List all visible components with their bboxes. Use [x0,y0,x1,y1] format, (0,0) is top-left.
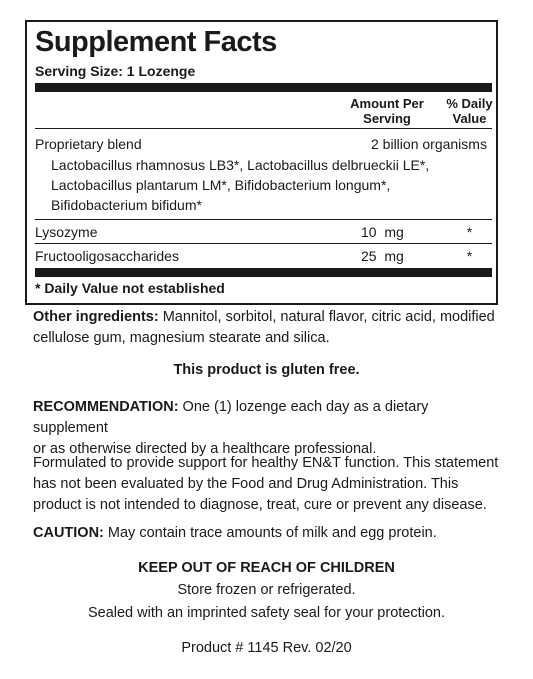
storage-instructions: Store frozen or refrigerated. [177,582,356,598]
gluten-free-statement: This product is gluten free. [173,362,360,378]
recommendation-text: One (1) lozenge each day as a dietary supplement [33,399,429,436]
statement-line: Formulated to provide support for healthy EN&T function. This statement [33,455,499,471]
supplement-facts-panel [25,20,498,305]
other-ingredients [33,307,503,349]
statement-line: product is not intended to diagnose, treat, cure or prevent any disease. [33,497,487,513]
ingredient-daily-value: * [466,248,473,264]
keep-out-warning: KEEP OUT OF REACH OF CHILDREN [138,560,395,576]
blend-line: Bifidobacterium bifidum* [51,197,202,213]
ingredient-name: Proprietary blend [35,136,142,152]
amount-header-line-2: Serving [363,111,411,126]
ingredient-daily-value: * [466,224,473,240]
row-divider [35,243,492,244]
recommendation-label: RECOMMENDATION: [33,399,179,415]
product-number: Product # 1145 Rev. 02/20 [181,640,352,656]
ingredient-name: Fructooligosaccharides [35,248,179,264]
recommendation-text-2: or as otherwise directed by a healthcare professional. [33,441,377,457]
other-ingredients-label: Other ingredients: [33,309,159,325]
statement-line: has not been evaluated by the Food and Drug Administration. This [33,476,459,492]
daily-value-footnote: * Daily Value not established [35,280,225,296]
amount-per-serving-header [332,96,442,126]
ingredient-amount: 2 billion organisms [371,136,487,152]
other-ingredients-text-2: cellulose gum, magnesium stearate and silica. [33,330,330,346]
caution [33,523,503,544]
dv-header-line-1: % Daily [446,96,493,111]
amount-header-line-1: Amount Per [350,96,424,111]
panel-title: Supplement Facts [35,26,277,58]
serving-size: Serving Size: 1 Lozenge [35,63,196,79]
fda-statement [33,453,503,516]
caution-label: CAUTION: [33,525,104,541]
blend-components [51,155,491,215]
thick-divider-bottom [35,268,492,277]
recommendation [33,397,503,460]
ingredient-name: Lysozyme [35,224,98,240]
dv-header-line-2: Value [452,111,487,126]
blend-line: Lactobacillus rhamnosus LB3*, Lactobacillus delbrueckii LE*, [51,157,430,173]
caution-text: May contain trace amounts of milk and egg protein. [103,525,437,541]
row-divider [35,128,492,129]
safety-seal-notice: Sealed with an imprinted safety seal for your protection. [87,605,446,621]
daily-value-header [442,96,497,126]
row-divider [35,219,492,220]
ingredient-amount: 10 mg [361,224,404,240]
ingredient-amount: 25 mg [361,248,404,264]
blend-line: Lactobacillus plantarum LM*, Bifidobacterium longum*, [51,177,391,193]
thick-divider-top [35,83,492,92]
other-ingredients-text: Mannitol, sorbitol, natural flavor, citric acid, modified [158,309,495,325]
